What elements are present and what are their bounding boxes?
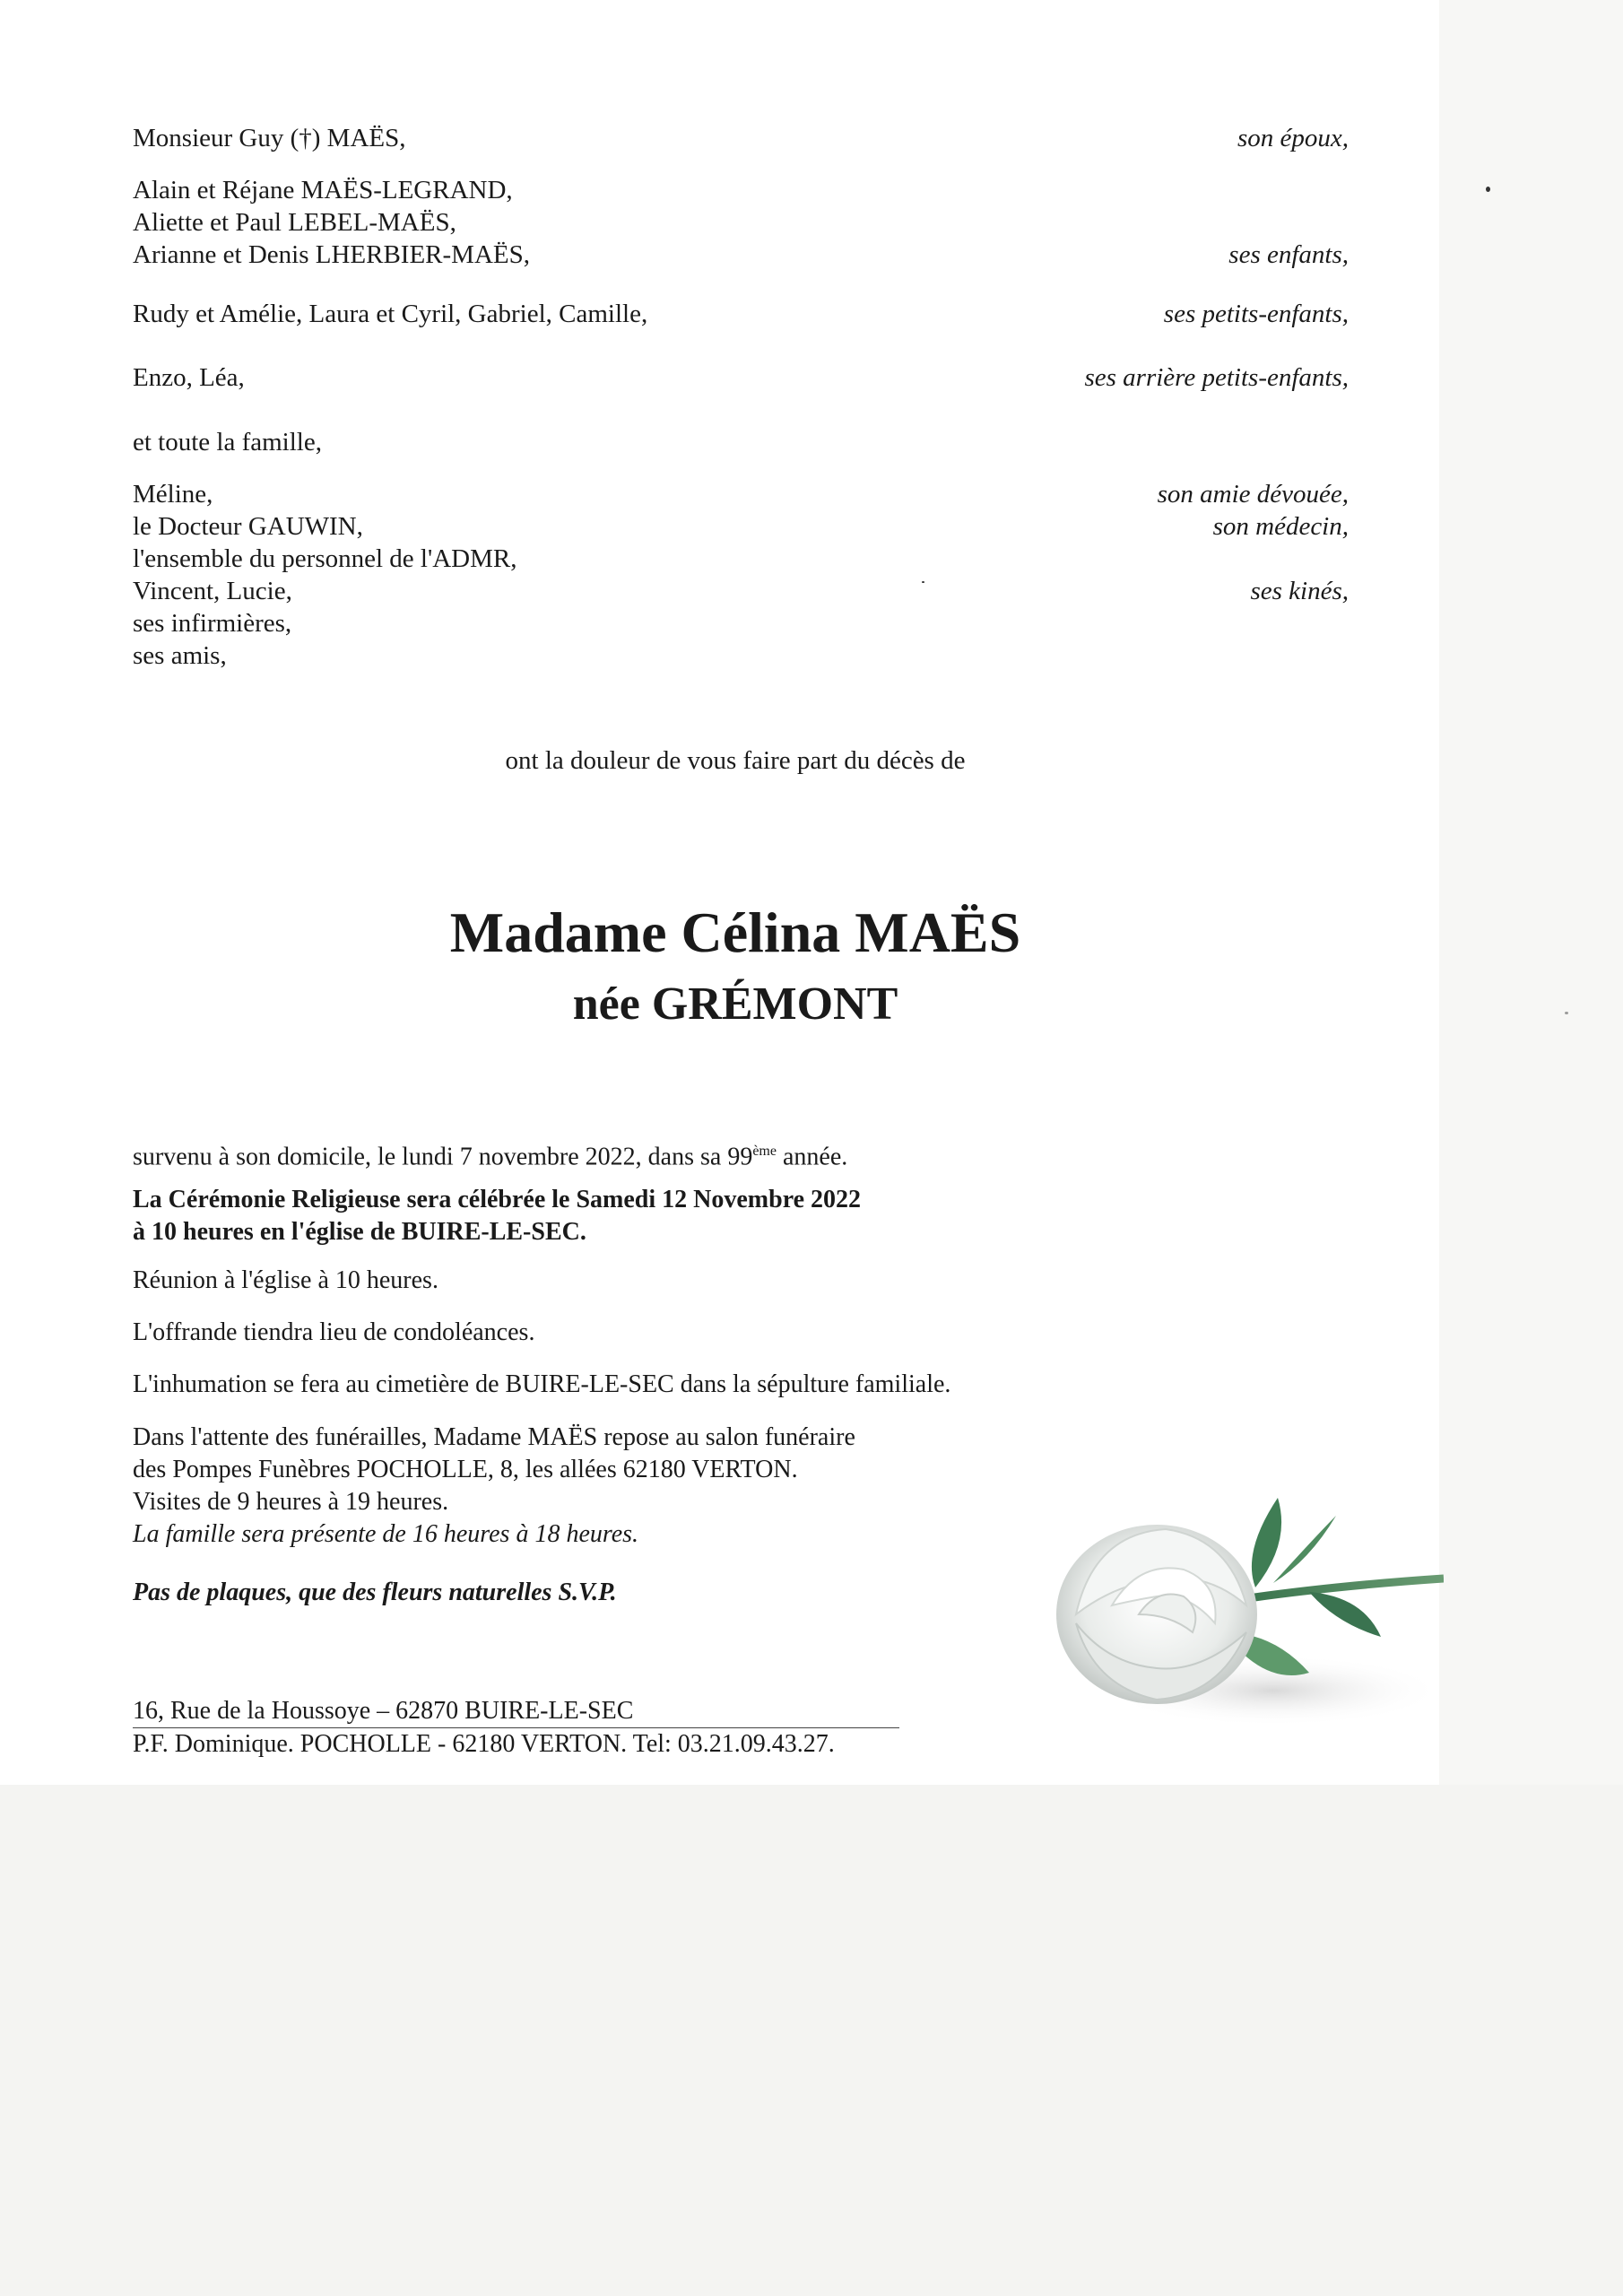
family-member: et toute la famille, [133,428,322,457]
family-member: Alain et Réjane MAËS-LEGRAND, [133,176,513,204]
ceremony-line: La Cérémonie Religieuse sera célébrée le Samedi 12 Novembre 2022 [133,1186,862,1213]
funeral-director-contact: P.F. Dominique. POCHOLLE - 62180 VERTON. Tel: 03.21.09.43.27. [133,1730,835,1758]
relation-label: ses enfants, [1228,240,1349,269]
family-member: Vincent, Lucie, [133,577,292,605]
relation-label: ses petits-enfants, [1163,300,1349,328]
family-address: 16, Rue de la Houssoye – 62870 BUIRE-LE-SEC [133,1695,899,1728]
funeral-home-line: des Pompes Funèbres POCHOLLE, 8, les allées 62180 VERTON. [133,1456,798,1483]
relation-label: ses kinés, [1250,577,1349,605]
relation-spacer [1158,543,1349,575]
family-member: le Docteur GAUWIN, [133,512,363,541]
visits-line: Visites de 9 heures à 19 heures. [133,1488,449,1516]
family-member: Enzo, Léa, [133,363,245,392]
family-member: ses infirmières, [133,609,292,638]
reunion-info: Réunion à l'église à 10 heures. [133,1266,438,1294]
ordinal-suffix: ème [752,1144,777,1159]
family-member: Arianne et Denis LHERBIER-MAËS, [133,240,530,269]
scan-speck [922,581,924,583]
relation-label: ses arrière petits-enfants, [1084,363,1349,392]
inhumation-info: L'inhumation se fera au cimetière de BUIRE-LE-SEC dans la sépulture familiale. [133,1370,951,1398]
family-member: Aliette et Paul LEBEL-MAËS, [133,208,456,237]
relation-label: son époux, [1237,124,1349,152]
family-member: Monsieur Guy (†) MAËS, [133,124,406,152]
relation-label: son médecin, [1212,512,1349,541]
ceremony-info [133,1184,1119,1248]
announcement-text: ont la douleur de vous faire part du décès de [505,746,966,775]
ceremony-line: à 10 heures en l'église de BUIRE-LE-SEC. [133,1218,586,1246]
family-member: ses amis, [133,641,227,670]
death-info [133,1135,1119,1173]
relation-label: son amie dévouée, [1157,480,1349,509]
blank-scan-area [0,1785,1623,2296]
deceased-name: Madame Célina MAËS [449,900,1021,964]
death-info-text: survenu à son domicile, le lundi 7 novembre 2022, dans sa 99 [133,1143,753,1171]
deceased-maiden-name: née GRÉMONT [572,978,898,1030]
footer [133,1695,904,1761]
funeral-home-info [133,1422,1119,1551]
family-member: Rudy et Amélie, Laura et Cyril, Gabriel, Camille, [133,300,648,328]
flowers-note: Pas de plaques, que des fleurs naturelles S.V.P. [133,1578,617,1606]
white-rose-illustration [1040,1480,1444,1749]
scan-speck [1565,1012,1568,1014]
funeral-home-line: Dans l'attente des funérailles, Madame MAËS repose au salon funéraire [133,1423,855,1451]
family-member: l'ensemble du personnel de l'ADMR, [133,544,517,573]
family-present-line: La famille sera présente de 16 heures à 18 heures. [133,1520,639,1548]
family-member: Méline, [133,480,213,509]
death-info-end: année. [776,1143,848,1171]
offrande-info: L'offrande tiendra lieu de condoléances. [133,1318,535,1346]
scan-speck [1486,187,1490,192]
